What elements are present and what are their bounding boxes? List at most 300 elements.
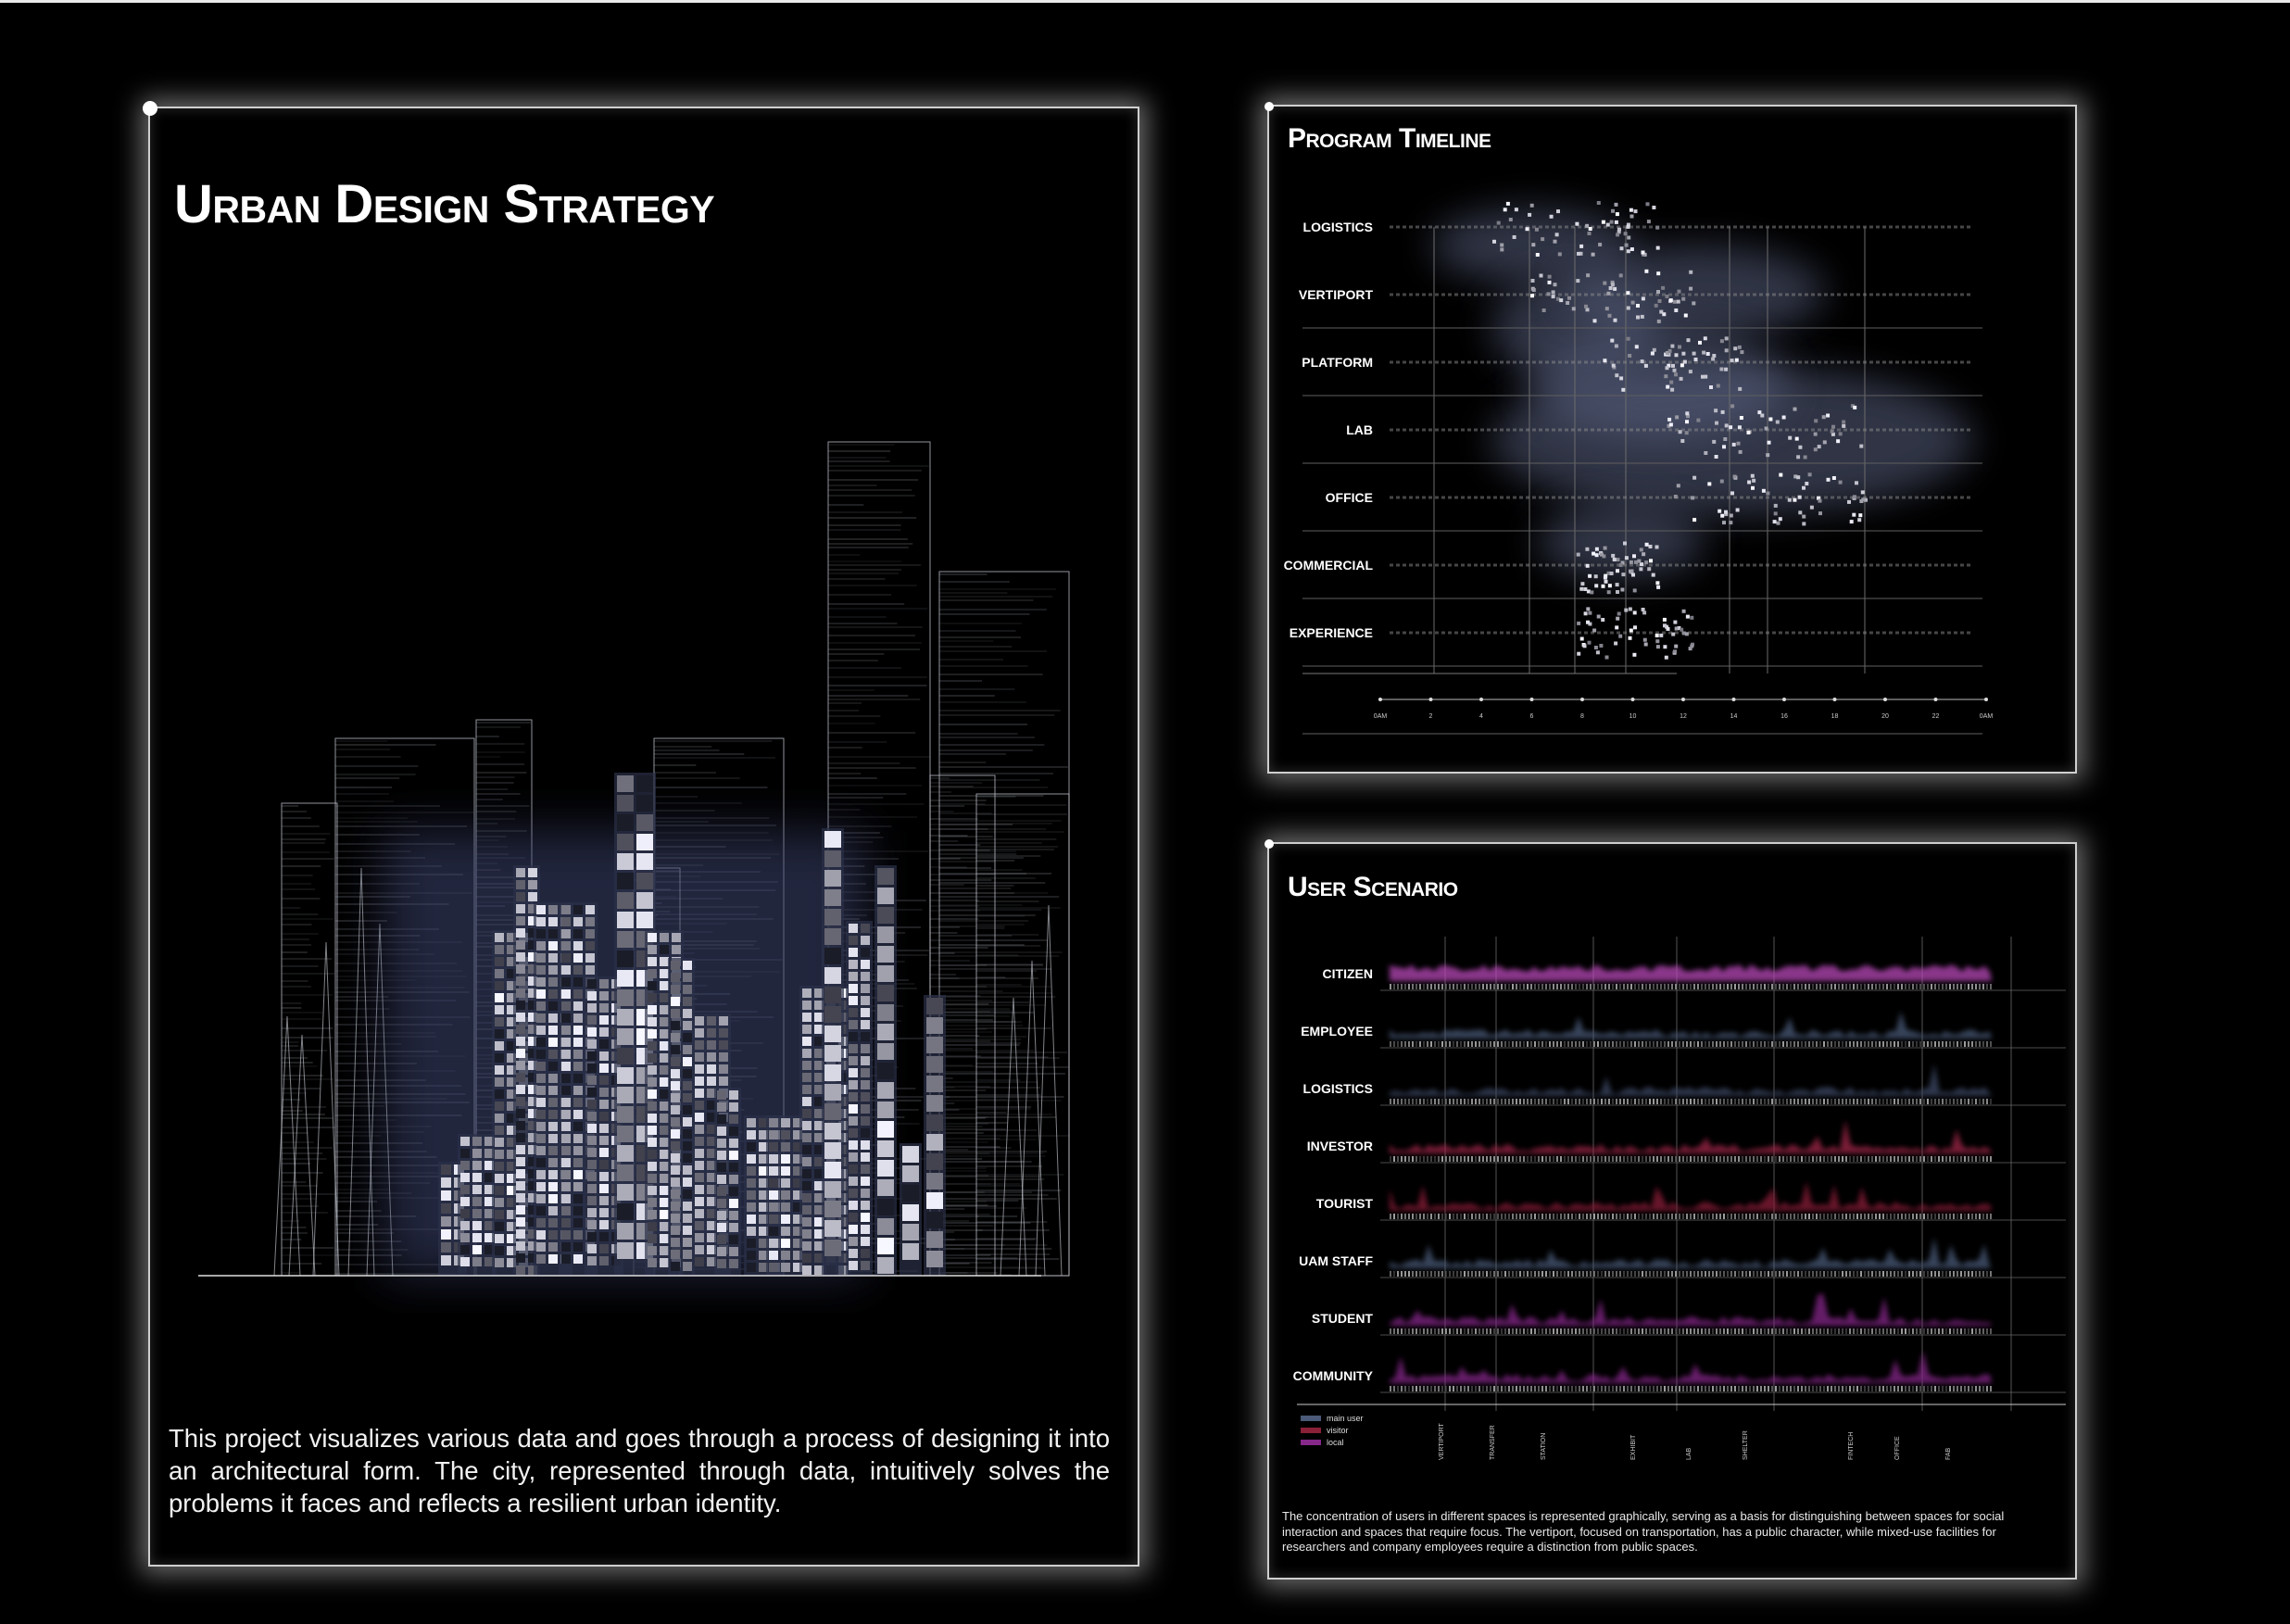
barcode-tick bbox=[1649, 1271, 1651, 1277]
track-dot bbox=[1714, 632, 1718, 635]
barcode-tick bbox=[1501, 1328, 1503, 1334]
track-dot bbox=[1843, 429, 1847, 432]
activity-dot bbox=[1575, 222, 1579, 226]
track-dot bbox=[1558, 632, 1562, 635]
barcode-tick bbox=[1882, 984, 1884, 989]
barcode-tick bbox=[1849, 1328, 1851, 1334]
barcode-tick bbox=[1564, 1099, 1566, 1104]
barcode-tick bbox=[1745, 1386, 1747, 1391]
activity-dot bbox=[1818, 445, 1821, 448]
track-dot bbox=[1915, 361, 1919, 364]
barcode-tick bbox=[1571, 1328, 1573, 1334]
barcode-tick bbox=[1934, 984, 1936, 989]
barcode-tick bbox=[1693, 1041, 1695, 1047]
barcode-tick bbox=[1793, 1328, 1795, 1334]
track-dot bbox=[1967, 632, 1970, 635]
x-label: LAB bbox=[1686, 1447, 1692, 1460]
barcode-tick bbox=[1575, 1041, 1577, 1047]
barcode-tick bbox=[1575, 984, 1577, 989]
track-dot bbox=[1720, 564, 1724, 567]
spire bbox=[1036, 905, 1062, 1276]
barcode-tick bbox=[1693, 1099, 1695, 1104]
track-dot bbox=[1448, 226, 1452, 229]
barcode-tick bbox=[1645, 984, 1647, 989]
track-dot bbox=[1675, 564, 1679, 567]
barcode-tick bbox=[1686, 1099, 1688, 1104]
barcode-tick bbox=[1816, 1156, 1818, 1162]
barcode-tick bbox=[1742, 1328, 1743, 1334]
barcode-tick bbox=[1831, 1156, 1832, 1162]
barcode-tick bbox=[1964, 984, 1966, 989]
track-dot bbox=[1882, 294, 1886, 296]
barcode-tick bbox=[1801, 984, 1803, 989]
track-dot bbox=[1467, 294, 1471, 296]
barcode-tick bbox=[1493, 984, 1495, 989]
barcode-tick bbox=[1593, 1214, 1595, 1219]
barcode-tick bbox=[1916, 1099, 1918, 1104]
barcode-tick bbox=[1608, 1328, 1610, 1334]
barcode-tick bbox=[1823, 1041, 1825, 1047]
track-dot bbox=[1513, 429, 1516, 432]
activity-dot bbox=[1687, 338, 1691, 342]
activity-dot bbox=[1642, 552, 1645, 556]
track-dot bbox=[1805, 294, 1808, 296]
barcode-tick bbox=[1530, 1156, 1532, 1162]
barcode-tick bbox=[1434, 1328, 1436, 1334]
barcode-tick bbox=[1534, 1099, 1536, 1104]
barcode-tick bbox=[1712, 1156, 1714, 1162]
x-label: SHELTER bbox=[1743, 1430, 1749, 1460]
activity-dot bbox=[1585, 224, 1589, 228]
barcode-tick bbox=[1953, 1041, 1955, 1047]
barcode-tick bbox=[1597, 1041, 1599, 1047]
barcode-tick bbox=[1768, 984, 1769, 989]
barcode-tick bbox=[1853, 1271, 1855, 1277]
barcode-tick bbox=[1571, 1271, 1573, 1277]
barcode-tick bbox=[1838, 1099, 1840, 1104]
barcode-tick bbox=[1679, 1041, 1680, 1047]
barcode-tick bbox=[1567, 1041, 1569, 1047]
barcode-tick bbox=[1705, 1386, 1706, 1391]
track-dot bbox=[1694, 294, 1698, 296]
activity-dot bbox=[1497, 221, 1501, 225]
track-dot bbox=[1448, 429, 1452, 432]
barcode-tick bbox=[1979, 1099, 1981, 1104]
activity-dot bbox=[1619, 563, 1623, 567]
barcode-tick bbox=[1597, 984, 1599, 989]
barcode-tick bbox=[1771, 1099, 1773, 1104]
barcode-tick bbox=[1923, 1386, 1925, 1391]
track-dot bbox=[1941, 361, 1944, 364]
barcode-tick bbox=[1619, 1386, 1621, 1391]
barcode-tick bbox=[1493, 1156, 1495, 1162]
track-dot bbox=[1403, 429, 1406, 432]
activity-dot bbox=[1630, 215, 1634, 219]
track-dot bbox=[1759, 632, 1763, 635]
activity-dot bbox=[1616, 583, 1619, 586]
activity-dot bbox=[1818, 499, 1822, 503]
track-dot bbox=[1526, 497, 1529, 499]
activity-dot bbox=[1620, 588, 1624, 592]
barcode-tick bbox=[1438, 1328, 1440, 1334]
barcode-tick bbox=[1401, 1041, 1403, 1047]
activity-dot bbox=[1670, 388, 1674, 392]
barcode-tick bbox=[1608, 1156, 1610, 1162]
activity-dot bbox=[1595, 548, 1599, 551]
barcode-tick bbox=[1501, 1271, 1503, 1277]
barcode-tick bbox=[1790, 1099, 1792, 1104]
barcode-tick bbox=[1471, 1271, 1473, 1277]
barcode-tick bbox=[1401, 1099, 1403, 1104]
barcode-tick bbox=[1793, 1271, 1795, 1277]
barcode-tick bbox=[1860, 1214, 1862, 1219]
track-dot bbox=[1474, 564, 1478, 567]
track-dot bbox=[1766, 226, 1769, 229]
barcode-tick bbox=[1412, 1099, 1414, 1104]
track-dot bbox=[1448, 294, 1452, 296]
barcode-tick bbox=[1753, 1328, 1755, 1334]
track-dot bbox=[1824, 294, 1828, 296]
track-dot bbox=[1513, 226, 1516, 229]
activity-dot bbox=[1735, 359, 1739, 362]
activity-dot bbox=[1740, 350, 1743, 354]
barcode-tick bbox=[1482, 1271, 1484, 1277]
barcode-tick bbox=[1856, 1214, 1858, 1219]
track-dot bbox=[1908, 497, 1912, 499]
activity-dot bbox=[1779, 473, 1782, 477]
barcode-tick bbox=[1834, 984, 1836, 989]
barcode-tick bbox=[1931, 1214, 1932, 1219]
barcode-tick bbox=[1601, 1214, 1603, 1219]
barcode-tick bbox=[1482, 1328, 1484, 1334]
track-dot bbox=[1759, 564, 1763, 567]
barcode-tick bbox=[1430, 1214, 1432, 1219]
barcode-tick bbox=[1582, 984, 1584, 989]
track-dot bbox=[1954, 497, 1957, 499]
barcode-tick bbox=[1990, 984, 1992, 989]
barcode-tick bbox=[1734, 1271, 1736, 1277]
barcode-tick bbox=[1819, 1271, 1821, 1277]
barcode-tick bbox=[1982, 1156, 1984, 1162]
activity-dot bbox=[1601, 618, 1604, 622]
track-dot bbox=[1545, 361, 1549, 364]
barcode-tick bbox=[1979, 1156, 1981, 1162]
activity-dot bbox=[1689, 287, 1692, 291]
barcode-tick bbox=[1719, 1041, 1721, 1047]
track-dot bbox=[1856, 294, 1860, 296]
barcode-tick bbox=[1612, 1214, 1614, 1219]
barcode-tick bbox=[1719, 1386, 1721, 1391]
track-dot bbox=[1798, 294, 1802, 296]
barcode-tick bbox=[1649, 1386, 1651, 1391]
track-dot bbox=[1954, 361, 1957, 364]
activity-dot bbox=[1673, 369, 1677, 372]
activity-dot bbox=[1685, 411, 1689, 415]
barcode-tick bbox=[1786, 984, 1788, 989]
barcode-tick bbox=[1538, 1099, 1540, 1104]
barcode-tick bbox=[1923, 984, 1925, 989]
activity-dot bbox=[1552, 290, 1555, 294]
track-dot bbox=[1409, 294, 1413, 296]
barcode-tick bbox=[1571, 1156, 1573, 1162]
barcode-tick bbox=[1971, 1214, 1973, 1219]
activity-dot bbox=[1667, 627, 1670, 631]
activity-dot bbox=[1586, 607, 1590, 611]
barcode-tick bbox=[1879, 984, 1881, 989]
track-dot bbox=[1707, 632, 1711, 635]
barcode-tick bbox=[1404, 1099, 1406, 1104]
barcode-tick bbox=[1404, 1328, 1406, 1334]
barcode-tick bbox=[1608, 1099, 1610, 1104]
user-density-wave bbox=[1390, 1238, 1992, 1268]
barcode-tick bbox=[1927, 1386, 1929, 1391]
barcode-tick bbox=[1916, 1041, 1918, 1047]
barcode-tick bbox=[1464, 984, 1466, 989]
track-dot bbox=[1772, 226, 1776, 229]
activity-dot bbox=[1593, 319, 1597, 322]
track-dot bbox=[1856, 361, 1860, 364]
track-dot bbox=[1578, 226, 1581, 229]
barcode-tick bbox=[1860, 1156, 1862, 1162]
barcode-tick bbox=[1856, 1099, 1858, 1104]
track-dot bbox=[1967, 497, 1970, 499]
activity-dot bbox=[1662, 312, 1666, 316]
barcode-tick bbox=[1901, 1099, 1903, 1104]
track-dot bbox=[1837, 294, 1841, 296]
barcode-tick bbox=[1445, 1214, 1447, 1219]
barcode-tick bbox=[1619, 1099, 1621, 1104]
barcode-tick bbox=[1712, 1214, 1714, 1219]
activity-dot bbox=[1580, 637, 1584, 641]
barcode-tick bbox=[1675, 1041, 1677, 1047]
barcode-tick bbox=[1916, 1386, 1918, 1391]
barcode-tick bbox=[1842, 1099, 1843, 1104]
track-dot bbox=[1461, 294, 1465, 296]
barcode-tick bbox=[1797, 1099, 1799, 1104]
track-dot bbox=[1798, 361, 1802, 364]
barcode-tick bbox=[1990, 1156, 1992, 1162]
barcode-tick bbox=[1419, 1271, 1421, 1277]
activity-dot bbox=[1653, 348, 1656, 352]
barcode-tick bbox=[1449, 1041, 1451, 1047]
track-dot bbox=[1792, 361, 1795, 364]
activity-dot bbox=[1509, 218, 1513, 221]
barcode-tick bbox=[1671, 1386, 1673, 1391]
barcode-tick bbox=[1467, 1041, 1469, 1047]
track-dot bbox=[1889, 226, 1893, 229]
track-dot bbox=[1967, 294, 1970, 296]
barcode-tick bbox=[1838, 1271, 1840, 1277]
barcode-tick bbox=[1768, 1041, 1769, 1047]
barcode-tick bbox=[1834, 1328, 1836, 1334]
activity-dot bbox=[1798, 496, 1802, 499]
activity-dot bbox=[1530, 294, 1534, 297]
track-dot bbox=[1474, 632, 1478, 635]
barcode-tick bbox=[1530, 1041, 1532, 1047]
barcode-tick bbox=[1827, 1271, 1829, 1277]
track-dot bbox=[1733, 226, 1737, 229]
track-dot bbox=[1727, 632, 1730, 635]
block-tower bbox=[766, 1115, 805, 1276]
barcode-tick bbox=[1886, 984, 1888, 989]
track-dot bbox=[1526, 632, 1529, 635]
barcode-tick bbox=[1912, 1099, 1914, 1104]
activity-dot bbox=[1822, 415, 1826, 419]
barcode-tick bbox=[1667, 1386, 1669, 1391]
barcode-tick bbox=[1990, 1271, 1992, 1277]
barcode-tick bbox=[1812, 1041, 1814, 1047]
barcode-tick bbox=[1475, 1271, 1477, 1277]
barcode-tick bbox=[1819, 984, 1821, 989]
barcode-tick bbox=[1508, 1386, 1510, 1391]
track-dot bbox=[1753, 497, 1756, 499]
barcode-tick bbox=[1882, 1214, 1884, 1219]
track-dot bbox=[1636, 294, 1640, 296]
track-dot bbox=[1655, 564, 1659, 567]
activity-dot bbox=[1616, 212, 1619, 216]
barcode-tick bbox=[1705, 1328, 1706, 1334]
barcode-tick bbox=[1519, 1271, 1521, 1277]
track-dot bbox=[1506, 632, 1510, 635]
barcode-tick bbox=[1445, 1328, 1447, 1334]
barcode-tick bbox=[1604, 1156, 1606, 1162]
barcode-tick bbox=[1664, 1156, 1666, 1162]
barcode-tick bbox=[1690, 1099, 1692, 1104]
track-dot bbox=[1818, 632, 1821, 635]
barcode-tick bbox=[1760, 1386, 1762, 1391]
barcode-tick bbox=[1601, 984, 1603, 989]
barcode-tick bbox=[1564, 1156, 1566, 1162]
barcode-tick bbox=[1782, 1328, 1784, 1334]
barcode-tick bbox=[1656, 1271, 1658, 1277]
barcode-tick bbox=[1864, 984, 1866, 989]
barcode-tick bbox=[1645, 1041, 1647, 1047]
barcode-tick bbox=[1982, 1099, 1984, 1104]
track-dot bbox=[1591, 429, 1594, 432]
track-dot bbox=[1876, 226, 1880, 229]
barcode-tick bbox=[1886, 1099, 1888, 1104]
activity-dot bbox=[1645, 543, 1649, 547]
legend-label: main user bbox=[1327, 1414, 1364, 1423]
barcode-tick bbox=[1886, 1328, 1888, 1334]
activity-dot bbox=[1649, 545, 1653, 548]
barcode-tick bbox=[1860, 984, 1862, 989]
track-dot bbox=[1915, 294, 1919, 296]
activity-dot bbox=[1584, 611, 1588, 615]
track-dot bbox=[1428, 497, 1432, 499]
barcode-tick bbox=[1842, 1271, 1843, 1277]
track-dot bbox=[1662, 497, 1666, 499]
track-dot bbox=[1876, 497, 1880, 499]
activity-dot bbox=[1637, 560, 1641, 563]
track-dot bbox=[1513, 632, 1516, 635]
barcode-tick bbox=[1931, 1099, 1932, 1104]
activity-dot bbox=[1788, 436, 1792, 440]
activity-dot bbox=[1774, 504, 1778, 508]
activity-dot bbox=[1655, 634, 1659, 637]
activity-dot bbox=[1692, 476, 1696, 480]
barcode-tick bbox=[1497, 1271, 1499, 1277]
activity-dot bbox=[1685, 420, 1689, 423]
barcode-tick bbox=[1571, 984, 1573, 989]
barcode-tick bbox=[1416, 1041, 1417, 1047]
activity-dot bbox=[1777, 522, 1780, 525]
barcode-tick bbox=[1516, 1156, 1517, 1162]
track-dot bbox=[1467, 497, 1471, 499]
barcode-tick bbox=[1397, 1156, 1399, 1162]
track-dot bbox=[1753, 564, 1756, 567]
barcode-tick bbox=[1860, 1041, 1862, 1047]
activity-dot bbox=[1616, 617, 1619, 621]
track-dot bbox=[1753, 361, 1756, 364]
barcode-tick bbox=[1860, 1328, 1862, 1334]
barcode-tick bbox=[1597, 1386, 1599, 1391]
activity-dot bbox=[1715, 422, 1718, 425]
activity-dot bbox=[1583, 644, 1587, 648]
barcode-tick bbox=[1831, 984, 1832, 989]
activity-dot bbox=[1610, 339, 1614, 343]
barcode-tick bbox=[1604, 1099, 1606, 1104]
track-dot bbox=[1668, 497, 1672, 499]
barcode-tick bbox=[1912, 1386, 1914, 1391]
track-dot bbox=[1532, 429, 1536, 432]
barcode-tick bbox=[1975, 1271, 1977, 1277]
track-dot bbox=[1441, 226, 1445, 229]
barcode-tick bbox=[1812, 1214, 1814, 1219]
track-dot bbox=[1928, 497, 1931, 499]
barcode-tick bbox=[1490, 1214, 1491, 1219]
barcode-tick bbox=[1701, 1156, 1703, 1162]
barcode-tick bbox=[1745, 984, 1747, 989]
barcode-tick bbox=[1894, 1328, 1895, 1334]
barcode-tick bbox=[1564, 1328, 1566, 1334]
barcode-tick bbox=[1604, 1271, 1606, 1277]
user-density-wave bbox=[1390, 1012, 1992, 1039]
barcode-tick bbox=[1768, 1386, 1769, 1391]
barcode-tick bbox=[1953, 1328, 1955, 1334]
barcode-tick bbox=[1508, 1328, 1510, 1334]
track-dot bbox=[1675, 361, 1679, 364]
activity-dot bbox=[1530, 204, 1534, 208]
activity-dot bbox=[1506, 202, 1510, 206]
barcode-tick bbox=[1449, 1386, 1451, 1391]
barcode-tick bbox=[1478, 1156, 1480, 1162]
track-dot bbox=[1584, 497, 1588, 499]
track-dot bbox=[1655, 429, 1659, 432]
barcode-tick bbox=[1712, 984, 1714, 989]
barcode-tick bbox=[1834, 1156, 1836, 1162]
track-dot bbox=[1740, 564, 1743, 567]
barcode-tick bbox=[1701, 1214, 1703, 1219]
activity-dot bbox=[1642, 611, 1646, 614]
track-dot bbox=[1578, 564, 1581, 567]
track-dot bbox=[1746, 226, 1750, 229]
barcode-tick bbox=[1779, 1386, 1780, 1391]
activity-dot bbox=[1577, 652, 1580, 656]
track-dot bbox=[1448, 361, 1452, 364]
track-dot bbox=[1435, 564, 1439, 567]
barcode-tick bbox=[1534, 1271, 1536, 1277]
barcode-tick bbox=[1894, 1271, 1895, 1277]
barcode-tick bbox=[1908, 1099, 1910, 1104]
barcode-tick bbox=[1527, 1214, 1529, 1219]
barcode-tick bbox=[1905, 1328, 1906, 1334]
row-label: PLATFORM bbox=[1302, 355, 1373, 370]
activity-dot bbox=[1669, 298, 1673, 302]
activity-dot bbox=[1733, 475, 1737, 479]
barcode-tick bbox=[1590, 1099, 1592, 1104]
barcode-tick bbox=[1460, 1099, 1462, 1104]
